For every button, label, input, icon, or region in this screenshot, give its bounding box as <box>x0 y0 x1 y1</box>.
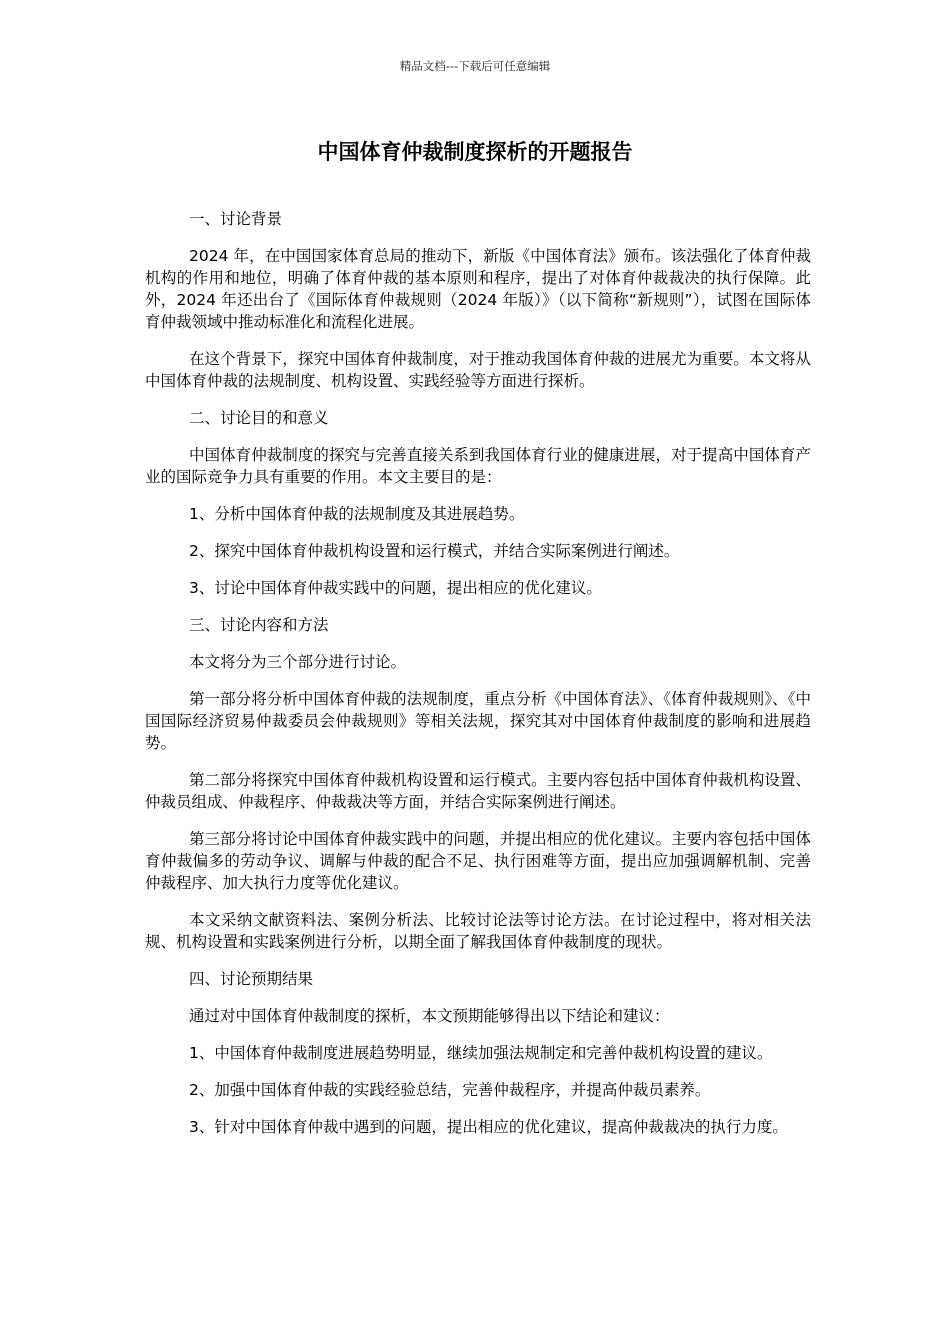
document-body <box>145 208 811 1153</box>
paragraph-background-2: 在这个背景下，探究中国体育仲裁制度，对于推动我国体育仲裁的进展尤为重要。本文将从中国体育仲裁的法规制度、机构设置、实践经验等方面进行探析。 <box>145 350 811 390</box>
list-item-result-2: 2、加强中国体育仲裁的实践经验总结，完善仲裁程序，并提高仲裁员素养。 <box>189 1081 711 1099</box>
page-header-watermark: 精品文档---下载后可任意编辑 <box>399 59 551 73</box>
paragraph-part-three: 第三部分将讨论中国体育仲裁实践中的问题，并提出相应的优化建议。主要内容包括中国体育仲裁偏多的劳动争议、调解与仲裁的配合不足、执行困难等方面，提出应加强调解机制、完善仲裁程序、加大执行力度等优化建议。 <box>145 830 811 892</box>
paragraph-purpose-intro: 中国体育仲裁制度的探究与完善直接关系到我国体育行业的健康进展，对于提高中国体育产业的国际竞争力具有重要的作用。本文主要目的是： <box>145 446 811 486</box>
paragraph-background-1: 2024 年，在中国国家体育总局的推动下，新版《中国体育法》颁布。该法强化了体育仲裁机构的作用和地位，明确了体育仲裁的基本原则和程序，提出了对体育仲裁裁决的执行保障。此外，2024 年还出台了《国际体育仲裁规则（2024 年版）》（以下简称“新规则”），试图在国际体育仲裁领域中推动标准化和流程化进展。 <box>145 247 811 331</box>
section-heading-purpose: 二、讨论目的和意义 <box>189 409 329 427</box>
list-item-result-1: 1、中国体育仲裁制度进展趋势明显，继续加强法规制定和完善仲裁机构设置的建议。 <box>189 1044 773 1062</box>
paragraph-methods: 本文采纳文献资料法、案例分析法、比较讨论法等讨论方法。在讨论过程中，将对相关法规、机构设置和实践案例进行分析，以期全面了解我国体育仲裁制度的现状。 <box>145 911 811 951</box>
list-item-result-3: 3、针对中国体育仲裁中遇到的问题，提出相应的优化建议，提高仲裁裁决的执行力度。 <box>189 1118 788 1136</box>
section-heading-expected-results: 四、讨论预期结果 <box>189 970 314 988</box>
paragraph-content-intro: 本文将分为三个部分进行讨论。 <box>189 653 407 671</box>
paragraph-part-one: 第一部分将分析中国体育仲裁的法规制度，重点分析《中国体育法》、《体育仲裁规则》、《中国国际经济贸易仲裁委员会仲裁规则》等相关法规，探究其对中国体育仲裁制度的影响和进展趋势。 <box>145 690 811 752</box>
list-item-purpose-1: 1、分析中国体育仲裁的法规制度及其进展趋势。 <box>189 505 525 523</box>
section-heading-content-methods: 三、讨论内容和方法 <box>189 616 329 634</box>
section-heading-background: 一、讨论背景 <box>189 210 283 228</box>
paragraph-part-two: 第二部分将探究中国体育仲裁机构设置和运行模式。主要内容包括中国体育仲裁机构设置、仲裁员组成、仲裁程序、仲裁裁决等方面，并结合实际案例进行阐述。 <box>145 771 811 811</box>
list-item-purpose-2: 2、探究中国体育仲裁机构设置和运行模式，并结合实际案例进行阐述。 <box>189 542 680 560</box>
list-item-purpose-3: 3、讨论中国体育仲裁实践中的问题，提出相应的优化建议。 <box>189 579 602 597</box>
document-title: 中国体育仲裁制度探析的开题报告 <box>317 140 633 164</box>
paragraph-results-intro: 通过对中国体育仲裁制度的探析，本文预期能够得出以下结论和建议： <box>189 1007 670 1025</box>
